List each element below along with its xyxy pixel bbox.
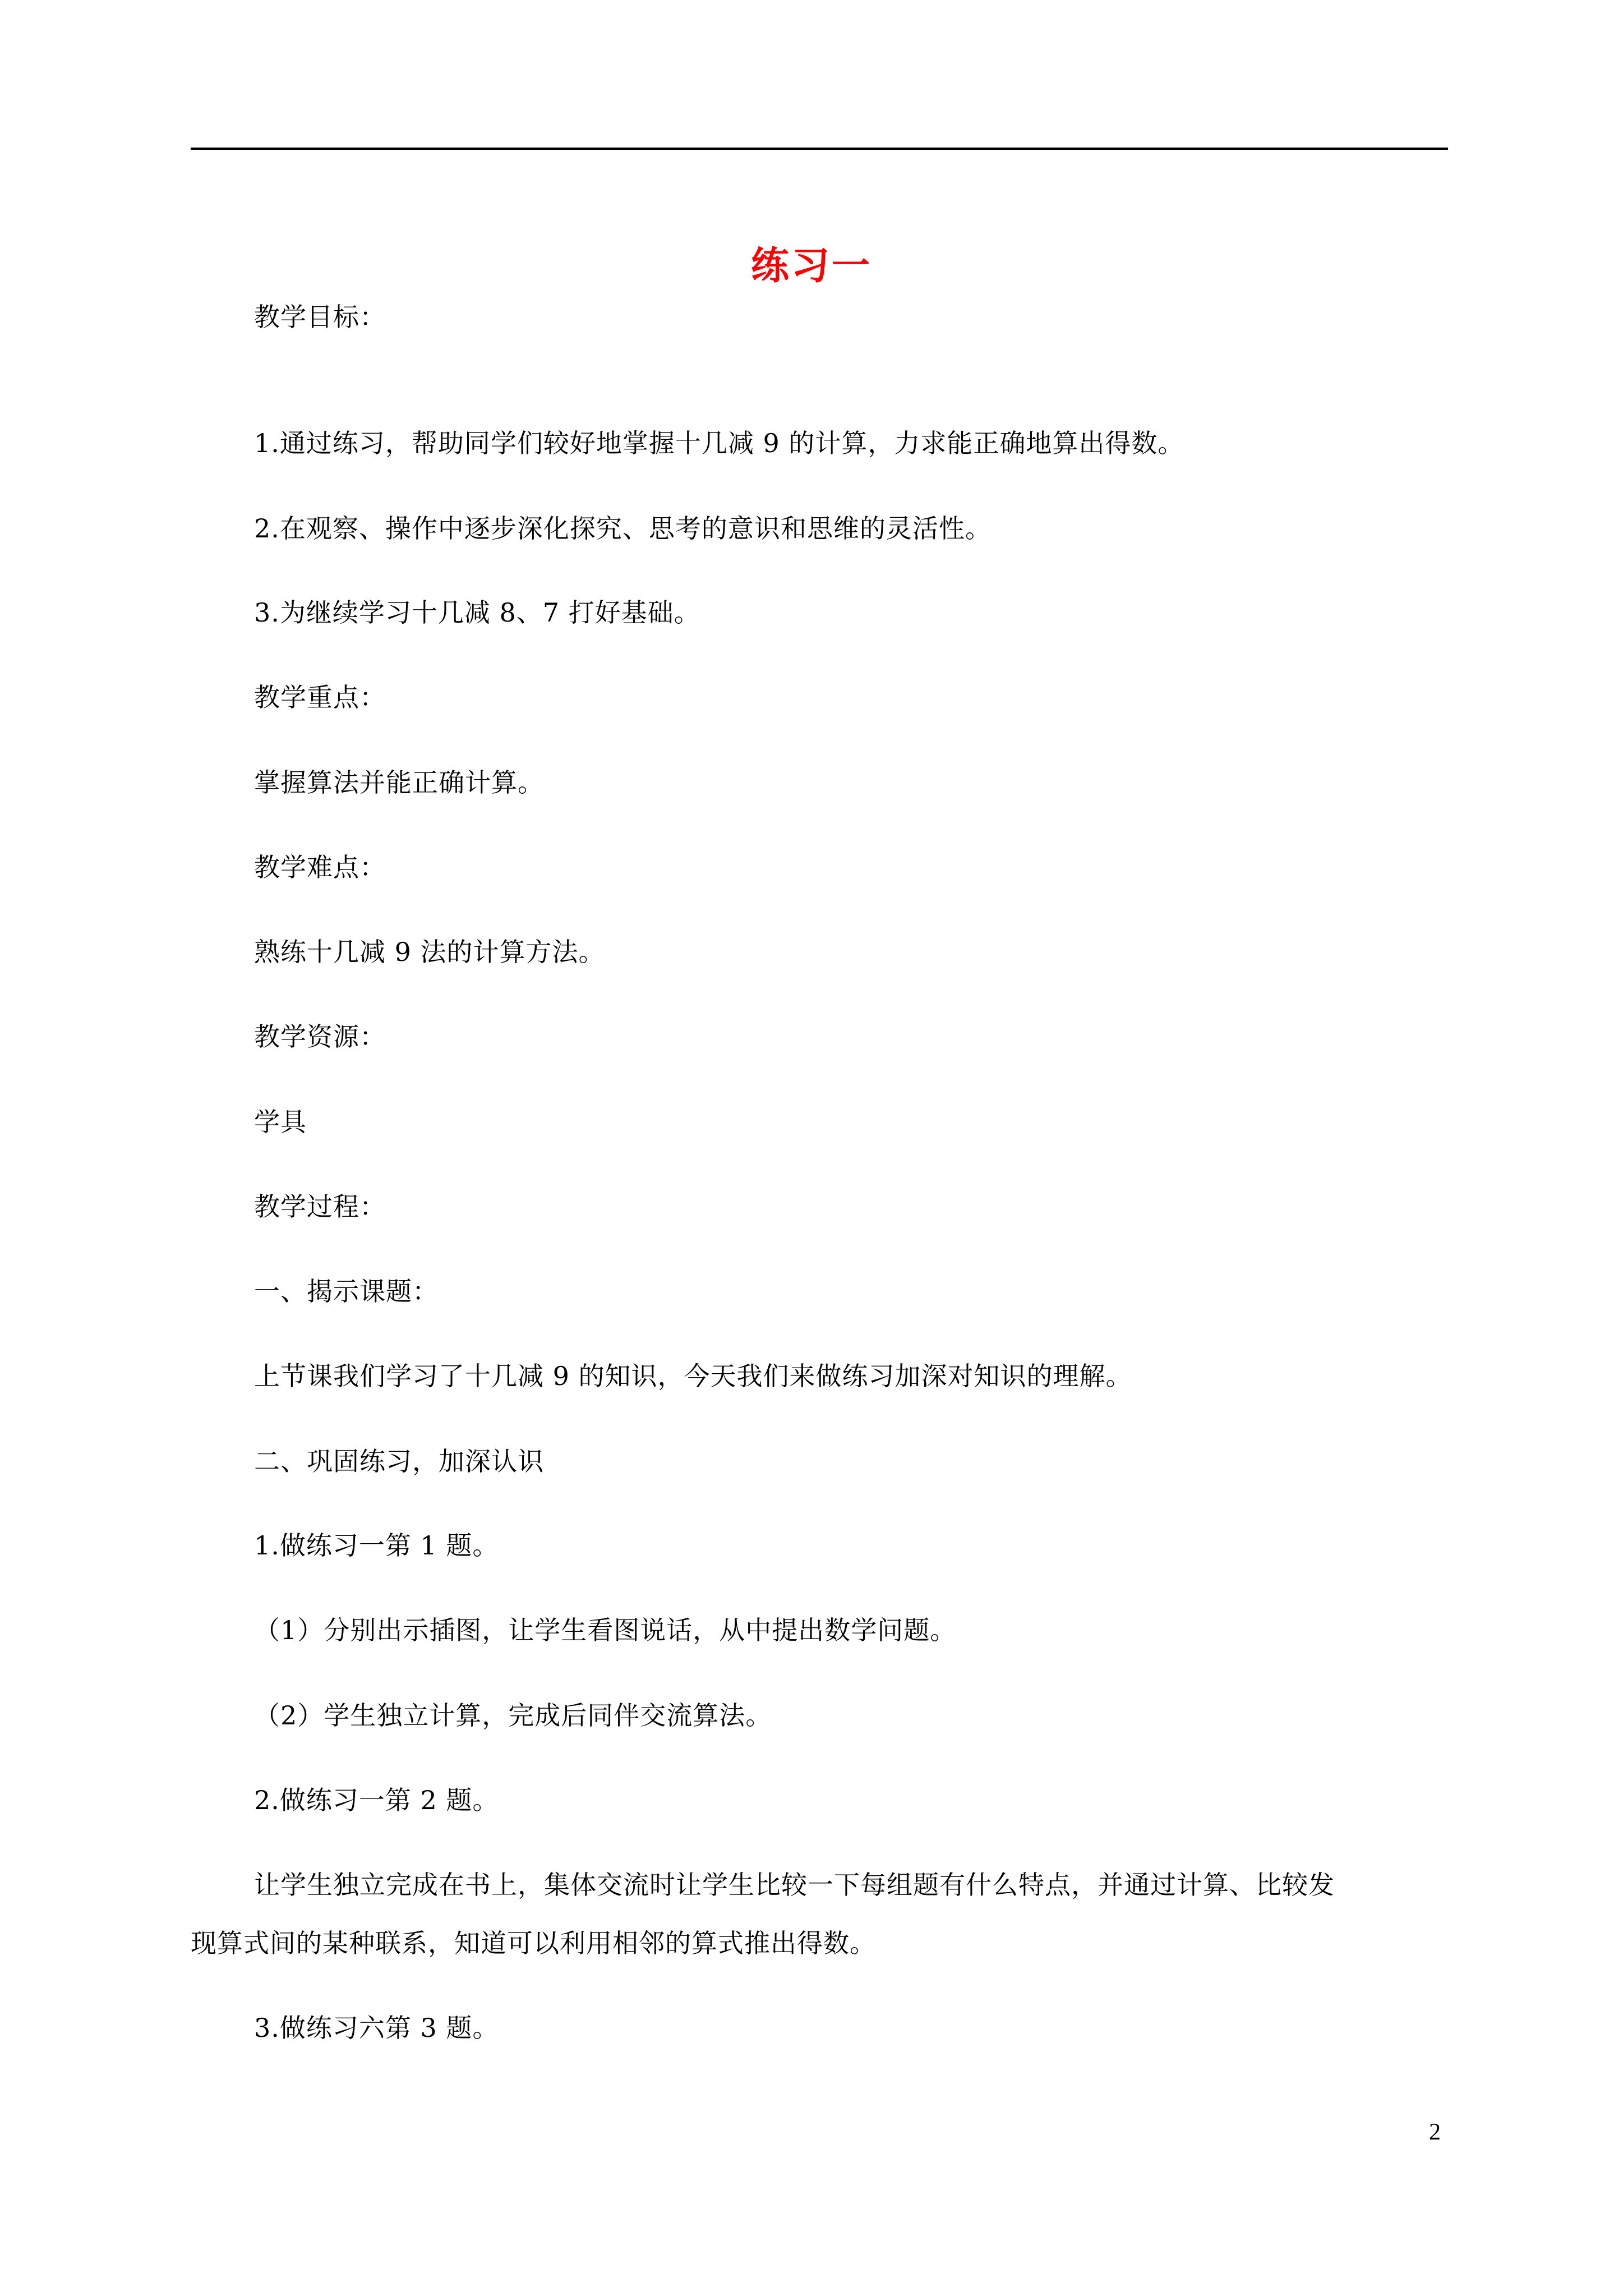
exercise-1-part-1: （1）分别出示插图，让学生看图说话，从中提出数学问题。 [254,1615,957,1645]
exercise-1-part-2: （2）学生独立计算，完成后同伴交流算法。 [254,1700,772,1731]
page-number: 2 [1429,2119,1441,2145]
exercise-2-heading: 2.做练习一第 2 题。 [254,1785,499,1815]
exercise-1-heading: 1.做练习一第 1 题。 [254,1530,499,1561]
objective-1: 1.通过练习，帮助同学们较好地掌握十几减 9 的计算，力求能正确地算出得数。 [254,428,1184,458]
exercise-3-heading: 3.做练习六第 3 题。 [254,2013,499,2043]
section-heading-process: 教学过程： [254,1191,386,1222]
resources-text: 学具 [254,1107,307,1137]
step-1-text: 上节课我们学习了十几减 9 的知识，今天我们来做练习加深对知识的理解。 [254,1361,1132,1391]
key-points-text: 掌握算法并能正确计算。 [254,767,544,798]
step-2-heading: 二、巩固练习，加深认识 [254,1446,544,1476]
section-heading-key-points: 教学重点： [254,682,386,712]
header-rule [191,148,1448,150]
section-heading-resources: 教学资源： [254,1022,386,1052]
section-heading-objectives: 教学目标： [254,302,386,332]
objective-3: 3.为继续学习十几减 8、7 打好基础。 [254,597,700,628]
difficulties-text: 熟练十几减 9 法的计算方法。 [254,937,605,967]
document-title: 练习一 [750,244,872,288]
section-heading-difficulties: 教学难点： [254,852,386,882]
exercise-2-paragraph-line-1: 让学生独立完成在书上，集体交流时让学生比较一下每组题有什么特点，并通过计算、比较发 [254,1870,1335,1900]
step-1-heading: 一、揭示课题： [254,1276,439,1306]
objective-2: 2.在观察、操作中逐步深化探究、思考的意识和思维的灵活性。 [254,513,992,544]
exercise-2-paragraph-line-2: 现算式间的某种联系，知道可以利用相邻的算式推出得数。 [191,1928,876,1958]
